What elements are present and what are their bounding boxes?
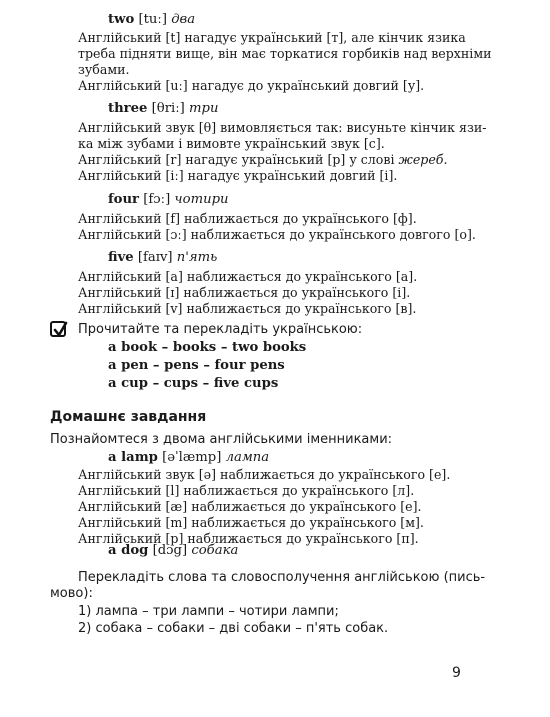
text-line: Англійський [ɪ] наближається до українського [і].	[78, 285, 411, 300]
translate-task: мово):	[50, 586, 93, 601]
text-line: Англійський [l] наближається до українського [л].	[78, 483, 415, 498]
text-line: Англійський [iː] нагадує український довгий [і].	[78, 168, 398, 183]
word-heading-three: three [θriː] три	[108, 101, 219, 116]
text-line: Англійський звук [ə] наближається до українського [е].	[78, 467, 451, 482]
homework-title: Домашнє завдання	[50, 409, 207, 425]
homework-item: 1) лампа – три лампи – чотири лампи;	[78, 604, 339, 619]
word-heading-lamp: a lamp [əˈlæmp] лампа	[108, 450, 270, 465]
page-number: 9	[452, 665, 461, 681]
word-heading-two: two [tuː] два	[108, 12, 196, 27]
task-instruction: Прочитайте та перекладіть українською:	[78, 322, 363, 337]
translate-task: Перекладіть слова та словосполучення англійською (пись-	[78, 570, 486, 585]
text-line: Англійський [r] нагадує український [р] у слові жереб.	[78, 152, 448, 167]
homework-item: 2) собака – собаки – дві собаки – п'ять собак.	[78, 621, 389, 636]
text-line: зубами.	[78, 62, 130, 77]
example-line: a cup – cups – five cups	[108, 376, 279, 391]
text-line: Англійський [æ] наближається до українського [е].	[78, 499, 422, 514]
word-heading-dog: a dog [dɔg] собака	[108, 543, 239, 558]
text-line: Англійський [ɔː] наближається до українського довгого [о].	[78, 227, 476, 242]
text-line: Англійський [t] нагадує український [т], але кінчик язика	[78, 30, 466, 45]
text-line: Англійський [f] наближається до українського [ф].	[78, 211, 417, 226]
example-line: a book – books – two books	[108, 340, 307, 355]
text-line: Англійський [p] наближається до українського [п].	[78, 531, 419, 546]
text-line: Англійський [uː] нагадує до український довгий [у].	[78, 78, 425, 93]
text-line: ка між зубами і вимовте український звук [с].	[78, 136, 385, 151]
word-heading-five: five [faɪv] п'ять	[108, 250, 218, 265]
text-line: Англійський [v] наближається до українського [в].	[78, 301, 417, 316]
text-line: Англійський [m] наближається до українського [м].	[78, 515, 424, 530]
text-line: треба підняти вище, він має торкатися горбиків над верхніми	[78, 46, 492, 61]
homework-intro: Познайомтеся з двома англійськими іменниками:	[50, 432, 393, 447]
text-line: Англійський звук [θ] вимовляється так: висуньте кінчик язи-	[78, 120, 487, 135]
text-line: Англійський [a] наближається до українського [а].	[78, 269, 418, 284]
example-line: a pen – pens – four pens	[108, 358, 285, 373]
checkmark-icon	[50, 321, 66, 337]
word-heading-four: four [fɔː] чотири	[108, 192, 229, 207]
